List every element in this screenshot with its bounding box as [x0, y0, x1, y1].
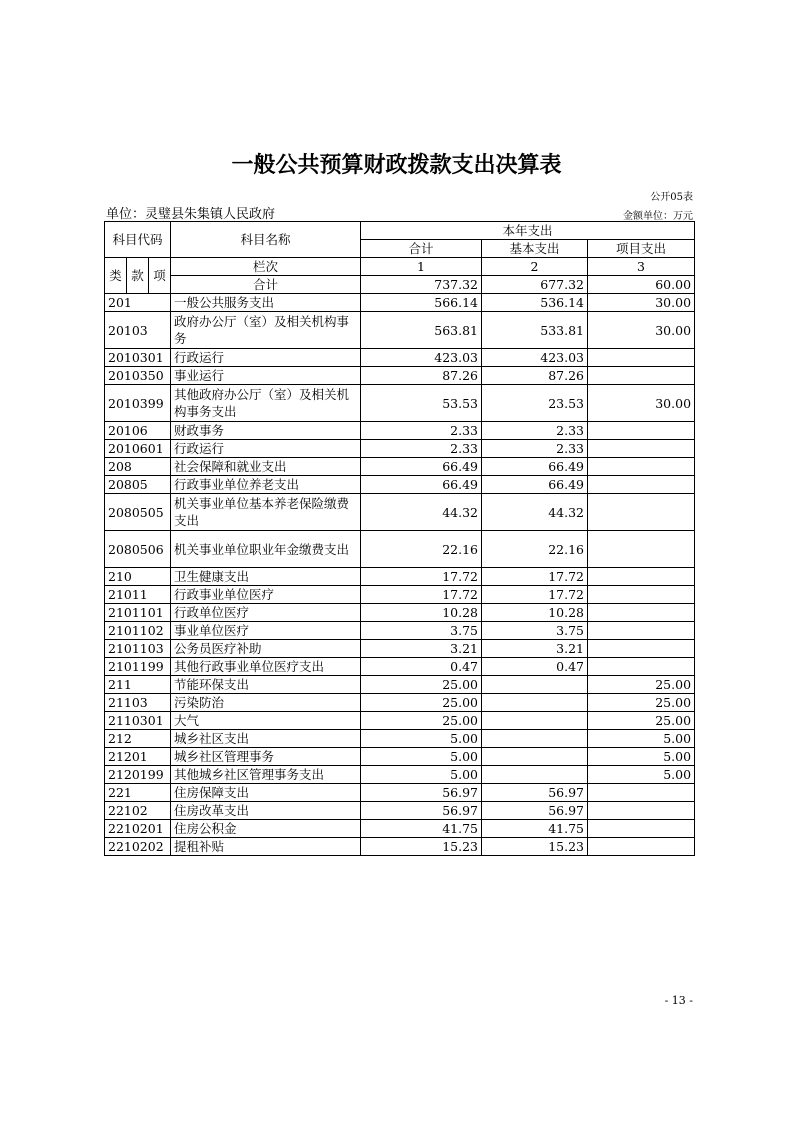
row-total: 563.81 [361, 312, 482, 349]
row-basic: 22.16 [482, 531, 588, 568]
row-basic [482, 730, 588, 748]
row-name: 事业单位医疗 [171, 622, 361, 640]
row-name: 提租补贴 [171, 838, 361, 856]
row-code: 2101103 [105, 640, 171, 658]
row-basic: 3.21 [482, 640, 588, 658]
row-basic: 87.26 [482, 367, 588, 385]
header-project: 项目支出 [588, 240, 695, 258]
row-total: 0.47 [361, 658, 482, 676]
table-row [105, 349, 695, 367]
table-row [105, 367, 695, 385]
row-project [588, 476, 695, 494]
row-project [588, 440, 695, 458]
row-name: 住房保障支出 [171, 784, 361, 802]
table-row [105, 658, 695, 676]
row-name: 其他行政事业单位医疗支出 [171, 658, 361, 676]
row-name: 卫生健康支出 [171, 568, 361, 586]
row-total: 25.00 [361, 694, 482, 712]
row-project: 30.00 [588, 294, 695, 312]
col-number-1: 1 [361, 258, 482, 276]
row-project: 5.00 [588, 766, 695, 784]
row-project [588, 820, 695, 838]
row-name: 行政运行 [171, 349, 361, 367]
row-total: 56.97 [361, 784, 482, 802]
row-name: 住房改革支出 [171, 802, 361, 820]
row-basic: 56.97 [482, 784, 588, 802]
row-total: 10.28 [361, 604, 482, 622]
row-code: 2120199 [105, 766, 171, 784]
row-name: 其他城乡社区管理事务支出 [171, 766, 361, 784]
lanci-row [105, 258, 695, 276]
row-project [588, 640, 695, 658]
row-code: 2210202 [105, 838, 171, 856]
table-row [105, 476, 695, 494]
table-row [105, 766, 695, 784]
row-code: 210 [105, 568, 171, 586]
row-basic [482, 676, 588, 694]
row-code: 21201 [105, 748, 171, 766]
row-total: 56.97 [361, 802, 482, 820]
row-total: 17.72 [361, 568, 482, 586]
row-basic: 44.32 [482, 494, 588, 531]
table-row [105, 748, 695, 766]
row-code: 211 [105, 676, 171, 694]
row-basic [482, 694, 588, 712]
table-row [105, 586, 695, 604]
row-project [588, 586, 695, 604]
row-name: 节能环保支出 [171, 676, 361, 694]
row-code: 2010350 [105, 367, 171, 385]
amount-unit: 金额单位：万元 [623, 211, 693, 222]
table-row [105, 694, 695, 712]
row-basic: 17.72 [482, 568, 588, 586]
row-basic: 10.28 [482, 604, 588, 622]
row-project: 5.00 [588, 748, 695, 766]
row-name: 事业运行 [171, 367, 361, 385]
col-number-3: 3 [588, 258, 695, 276]
row-name: 财政事务 [171, 422, 361, 440]
table-row [105, 784, 695, 802]
table-row [105, 676, 695, 694]
row-total: 53.53 [361, 385, 482, 422]
row-project [588, 494, 695, 531]
row-total: 423.03 [361, 349, 482, 367]
row-name: 大气 [171, 712, 361, 730]
row-name: 社会保障和就业支出 [171, 458, 361, 476]
row-project [588, 349, 695, 367]
row-name: 机关事业单位基本养老保险缴费支出 [171, 494, 361, 531]
row-code: 221 [105, 784, 171, 802]
row-basic: 423.03 [482, 349, 588, 367]
reporting-unit: 单位：灵璧县朱集镇人民政府 [106, 207, 276, 222]
table-row [105, 802, 695, 820]
row-basic: 23.53 [482, 385, 588, 422]
table-row [105, 640, 695, 658]
row-code: 2101101 [105, 604, 171, 622]
table-row [105, 838, 695, 856]
row-project [588, 838, 695, 856]
header-lei: 类 [105, 258, 127, 294]
sum-project: 60.00 [588, 276, 695, 294]
page-number: - 13 - [664, 994, 693, 1007]
table-row [105, 604, 695, 622]
row-code: 21103 [105, 694, 171, 712]
row-basic [482, 712, 588, 730]
row-code: 22102 [105, 802, 171, 820]
table-row [105, 568, 695, 586]
sum-label: 合计 [171, 276, 361, 294]
row-code: 2110301 [105, 712, 171, 730]
table-row [105, 312, 695, 349]
row-total: 17.72 [361, 586, 482, 604]
row-name: 机关事业单位职业年金缴费支出 [171, 531, 361, 568]
row-name: 城乡社区管理事务 [171, 748, 361, 766]
expenditure-table [104, 221, 695, 856]
row-total: 5.00 [361, 730, 482, 748]
table-row [105, 385, 695, 422]
row-total: 44.32 [361, 494, 482, 531]
row-project [588, 604, 695, 622]
form-number: 公开05表 [650, 192, 693, 203]
row-basic: 66.49 [482, 458, 588, 476]
table-row [105, 622, 695, 640]
row-name: 城乡社区支出 [171, 730, 361, 748]
row-total: 66.49 [361, 458, 482, 476]
row-total: 5.00 [361, 748, 482, 766]
row-code: 212 [105, 730, 171, 748]
row-basic: 533.81 [482, 312, 588, 349]
row-code: 2101199 [105, 658, 171, 676]
table-row [105, 440, 695, 458]
row-total: 2.33 [361, 440, 482, 458]
row-total: 5.00 [361, 766, 482, 784]
header-xiang: 项 [149, 258, 171, 294]
row-basic: 17.72 [482, 586, 588, 604]
header-current-year: 本年支出 [361, 222, 695, 240]
row-name: 其他政府办公厅（室）及相关机构事务支出 [171, 385, 361, 422]
row-code: 20805 [105, 476, 171, 494]
row-code: 2080506 [105, 531, 171, 568]
row-basic: 15.23 [482, 838, 588, 856]
row-total: 2.33 [361, 422, 482, 440]
row-code: 2010301 [105, 349, 171, 367]
row-total: 22.16 [361, 531, 482, 568]
row-project [588, 658, 695, 676]
col-number-2: 2 [482, 258, 588, 276]
sum-basic: 677.32 [482, 276, 588, 294]
row-code: 2101102 [105, 622, 171, 640]
row-code: 20103 [105, 312, 171, 349]
row-project [588, 367, 695, 385]
table-row [105, 730, 695, 748]
row-name: 一般公共服务支出 [171, 294, 361, 312]
row-name: 污染防治 [171, 694, 361, 712]
row-name: 行政单位医疗 [171, 604, 361, 622]
row-total: 66.49 [361, 476, 482, 494]
table-row [105, 820, 695, 838]
header-kuan: 款 [127, 258, 149, 294]
header-total: 合计 [361, 240, 482, 258]
row-project [588, 531, 695, 568]
table-row [105, 494, 695, 531]
row-project: 25.00 [588, 676, 695, 694]
lanci-label: 栏次 [171, 258, 361, 276]
row-basic: 66.49 [482, 476, 588, 494]
row-project: 30.00 [588, 312, 695, 349]
row-total: 15.23 [361, 838, 482, 856]
row-basic: 2.33 [482, 422, 588, 440]
table-row [105, 712, 695, 730]
table-row [105, 531, 695, 568]
row-code: 2010399 [105, 385, 171, 422]
row-project: 5.00 [588, 730, 695, 748]
row-project [588, 802, 695, 820]
row-name: 住房公积金 [171, 820, 361, 838]
row-project [588, 568, 695, 586]
sum-total: 737.32 [361, 276, 482, 294]
row-total: 25.00 [361, 712, 482, 730]
row-project [588, 422, 695, 440]
row-total: 3.21 [361, 640, 482, 658]
row-basic: 2.33 [482, 440, 588, 458]
row-total: 25.00 [361, 676, 482, 694]
row-total: 87.26 [361, 367, 482, 385]
row-code: 2080505 [105, 494, 171, 531]
row-name: 政府办公厅（室）及相关机构事务 [171, 312, 361, 349]
row-basic [482, 748, 588, 766]
row-project [588, 458, 695, 476]
table-row [105, 458, 695, 476]
row-name: 行政事业单位养老支出 [171, 476, 361, 494]
row-total: 566.14 [361, 294, 482, 312]
row-basic [482, 766, 588, 784]
row-name: 行政运行 [171, 440, 361, 458]
row-code: 2210201 [105, 820, 171, 838]
row-code: 201 [105, 294, 171, 312]
sum-row [105, 276, 695, 294]
row-basic: 3.75 [482, 622, 588, 640]
row-name: 行政事业单位医疗 [171, 586, 361, 604]
row-code: 20106 [105, 422, 171, 440]
row-code: 208 [105, 458, 171, 476]
table-row [105, 422, 695, 440]
header-name: 科目名称 [171, 222, 361, 258]
row-name: 公务员医疗补助 [171, 640, 361, 658]
table-row [105, 294, 695, 312]
row-project: 30.00 [588, 385, 695, 422]
row-basic: 536.14 [482, 294, 588, 312]
row-project: 25.00 [588, 694, 695, 712]
row-code: 21011 [105, 586, 171, 604]
header-basic: 基本支出 [482, 240, 588, 258]
header-row-1 [105, 222, 695, 240]
row-total: 3.75 [361, 622, 482, 640]
row-project [588, 622, 695, 640]
row-basic: 41.75 [482, 820, 588, 838]
header-code: 科目代码 [105, 222, 171, 258]
row-project: 25.00 [588, 712, 695, 730]
row-project [588, 784, 695, 802]
row-basic: 56.97 [482, 802, 588, 820]
row-code: 2010601 [105, 440, 171, 458]
document-title: 一般公共预算财政拨款支出决算表 [231, 153, 562, 178]
row-basic: 0.47 [482, 658, 588, 676]
row-total: 41.75 [361, 820, 482, 838]
